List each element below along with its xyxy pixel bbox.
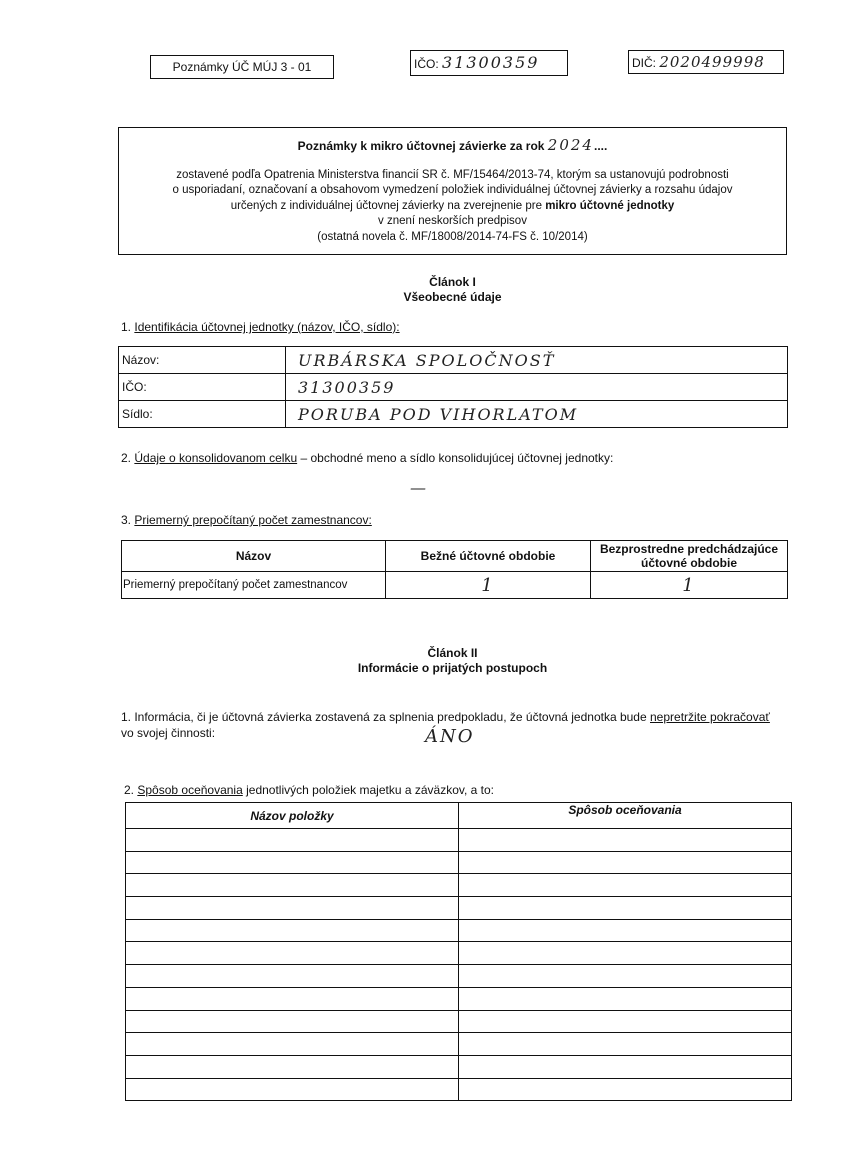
table-row: IČO: 31300359: [119, 374, 788, 401]
identification-table: [118, 346, 788, 428]
item-name-cell: [126, 1033, 459, 1056]
item-name-cell: [126, 1055, 459, 1078]
table-row: [126, 1055, 792, 1078]
article2-q2: 2. Spôsob oceňovania jednotlivých položiek majetku a záväzkov, a to:: [124, 783, 495, 797]
table-row: Sídlo: PORUBA POD VIHORLATOM: [119, 401, 788, 428]
header-title: Poznámky k mikro účtovnej závierke za rok 2024....: [297, 136, 608, 154]
item-name-cell: [126, 829, 459, 852]
form-code-box: [150, 55, 334, 79]
table-row: [126, 1010, 792, 1033]
article1-heading: Článok I Všeobecné údaje: [403, 275, 502, 304]
ico-box: [410, 50, 568, 76]
article2-q1: 1. Informácia, či je účtovná závierka zostavená za splnenia predpokladu, že účtovná jednotka bude nepretržite pokračovať vo svojej činnosti:: [121, 710, 770, 740]
table-row: [126, 1078, 792, 1101]
dic-box: [628, 50, 784, 74]
dic-value: 2020499998: [659, 53, 765, 71]
item-name-cell: [126, 987, 459, 1010]
valuation-method-cell: [459, 897, 792, 920]
table-row: [126, 942, 792, 965]
valuation-method-cell: [459, 829, 792, 852]
article1-q3: 3. Priemerný prepočítaný počet zamestnancov:: [121, 513, 372, 527]
header-line: (ostatná novela č. MF/18008/2014-74-FS č. 10/2014): [317, 230, 588, 243]
table-row: [126, 829, 792, 852]
header-year: 2024: [547, 136, 594, 154]
ico-label: IČO:: [414, 57, 439, 71]
article2-heading: Článok II Informácie o prijatých postupoch: [357, 646, 548, 675]
valuation-method-cell: [459, 1078, 792, 1101]
article1-q1: 1. Identifikácia účtovnej jednotky (názov, IČO, sídlo):: [121, 320, 400, 334]
valuation-method-cell: [459, 1055, 792, 1078]
header-line: zostavené podľa Opatrenia Ministerstva financií SR č. MF/15464/2013-74, ktorým sa ustanovujú podrobnosti: [176, 168, 729, 181]
employees-table: [121, 540, 788, 599]
valuation-method-cell: [459, 987, 792, 1010]
valuation-method-cell: [459, 965, 792, 988]
item-name-cell: [126, 851, 459, 874]
table-header-row: Názov položky Spôsob oceňovania: [126, 803, 792, 829]
valuation-method-cell: [459, 942, 792, 965]
table-row: Názov: URBÁRSKA SPOLOČNOSŤ: [119, 347, 788, 374]
table-row: [126, 874, 792, 897]
header-line: v znení neskorších predpisov: [378, 215, 527, 227]
ico-value: 31300359: [442, 53, 540, 72]
going-concern-answer: ÁNO: [425, 726, 475, 747]
consolidation-answer: —: [410, 478, 428, 497]
table-row: [126, 965, 792, 988]
table-row: [126, 897, 792, 920]
item-name-cell: [126, 919, 459, 942]
valuation-method-cell: [459, 874, 792, 897]
table-header-row: Názov Bežné účtovné obdobie Bezprostredne predchádzajúce účtovné obdobie: [122, 541, 788, 572]
valuation-method-cell: [459, 1010, 792, 1033]
item-name-cell: [126, 1010, 459, 1033]
form-code: Poznámky ÚČ MÚJ 3 - 01: [172, 60, 312, 74]
header-box: [118, 127, 787, 255]
valuation-table: [125, 802, 792, 1101]
item-name-cell: [126, 897, 459, 920]
header-line: o usporiadaní, označovaní a obsahovom vymedzení položiek individuálnej účtovnej závierky a rozsahu údajov: [172, 184, 733, 196]
item-name-cell: [126, 874, 459, 897]
table-row: [126, 851, 792, 874]
table-row: [126, 987, 792, 1010]
valuation-method-cell: [459, 851, 792, 874]
table-row: Priemerný prepočítaný počet zamestnancov 1 1: [122, 572, 788, 599]
article1-q2: 2. Údaje o konsolidovanom celku – obchodné meno a sídlo konsolidujúcej účtovnej jednotky:: [121, 451, 614, 465]
item-name-cell: [126, 965, 459, 988]
valuation-method-cell: [459, 919, 792, 942]
valuation-method-cell: [459, 1033, 792, 1056]
item-name-cell: [126, 1078, 459, 1101]
table-row: [126, 1033, 792, 1056]
item-name-cell: [126, 942, 459, 965]
header-line: určených z individuálnej účtovnej závierky na zverejnenie pre mikro účtovné jednotky: [230, 199, 675, 212]
dic-label: DIČ:: [632, 56, 656, 70]
table-row: [126, 919, 792, 942]
